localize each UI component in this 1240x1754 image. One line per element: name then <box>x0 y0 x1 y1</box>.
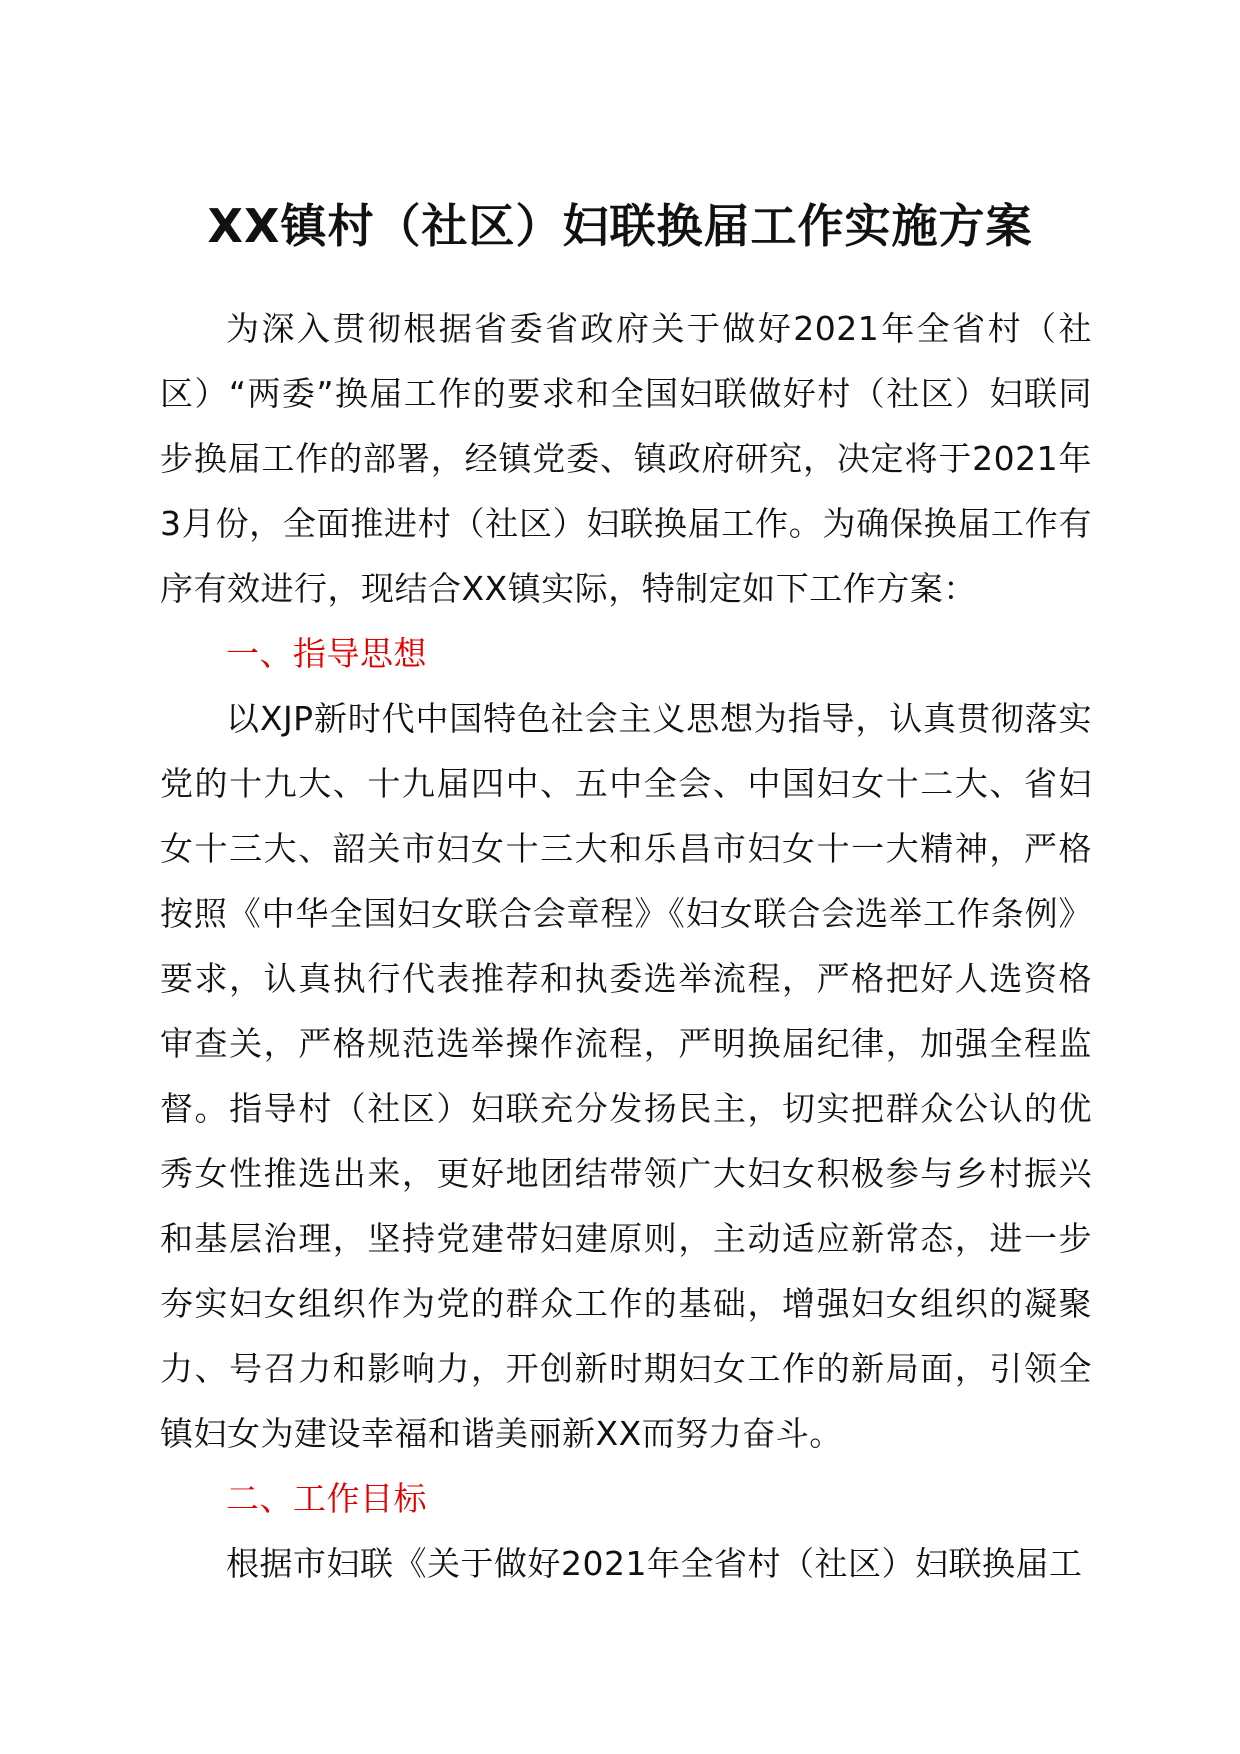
document-body <box>160 296 1092 1596</box>
document-title: XX镇村（社区）妇联换届工作实施方案 <box>207 199 1033 253</box>
section-paragraph-guiding-ideology: 以XJP新时代中国特色社会主义思想为指导，认真贯彻落实党的十九大、十九届四中、五中全会、中国妇女十二大、省妇女十三大、韶关市妇女十三大和乐昌市妇女十一大精神，严格按照《中华全国妇女联合会章程》《妇女联合会选举工作条例》要求，认真执行代表推荐和执委选举流程，严格把好人选资格审查关，严格规范选举操作流程，严明换届纪律，加强全程监督。指导村（社区）妇联充分发扬民主，切实把群众公认的优秀女性推选出来，更好地团结带领广大妇女积极参与乡村振兴和基层治理，坚持党建带妇建原则，主动适应新常态，进一步夯实妇女组织作为党的群众工作的基础，增强妇女组织的凝聚力、号召力和影响力，开创新时期妇女工作的新局面，引领全镇妇女为建设幸福和谐美丽新XX而努力奋斗。 <box>160 699 1092 1453</box>
section-paragraph-work-goals: 根据市妇联《关于做好2021年全省村（社区）妇联换届工 <box>226 1544 1083 1583</box>
section-heading-work-goals: 二、工作目标 <box>226 1479 427 1518</box>
section-heading-guiding-ideology: 一、指导思想 <box>226 634 427 673</box>
intro-paragraph: 为深入贯彻根据省委省政府关于做好2021年全省村（社区）“两委”换届工作的要求和全国妇联做好村（社区）妇联同步换届工作的部署，经镇党委、镇政府研究，决定将于2021年3月份，全面推进村（社区）妇联换届工作。为确保换届工作有序有效进行，现结合XX镇实际，特制定如下工作方案： <box>160 309 1092 608</box>
